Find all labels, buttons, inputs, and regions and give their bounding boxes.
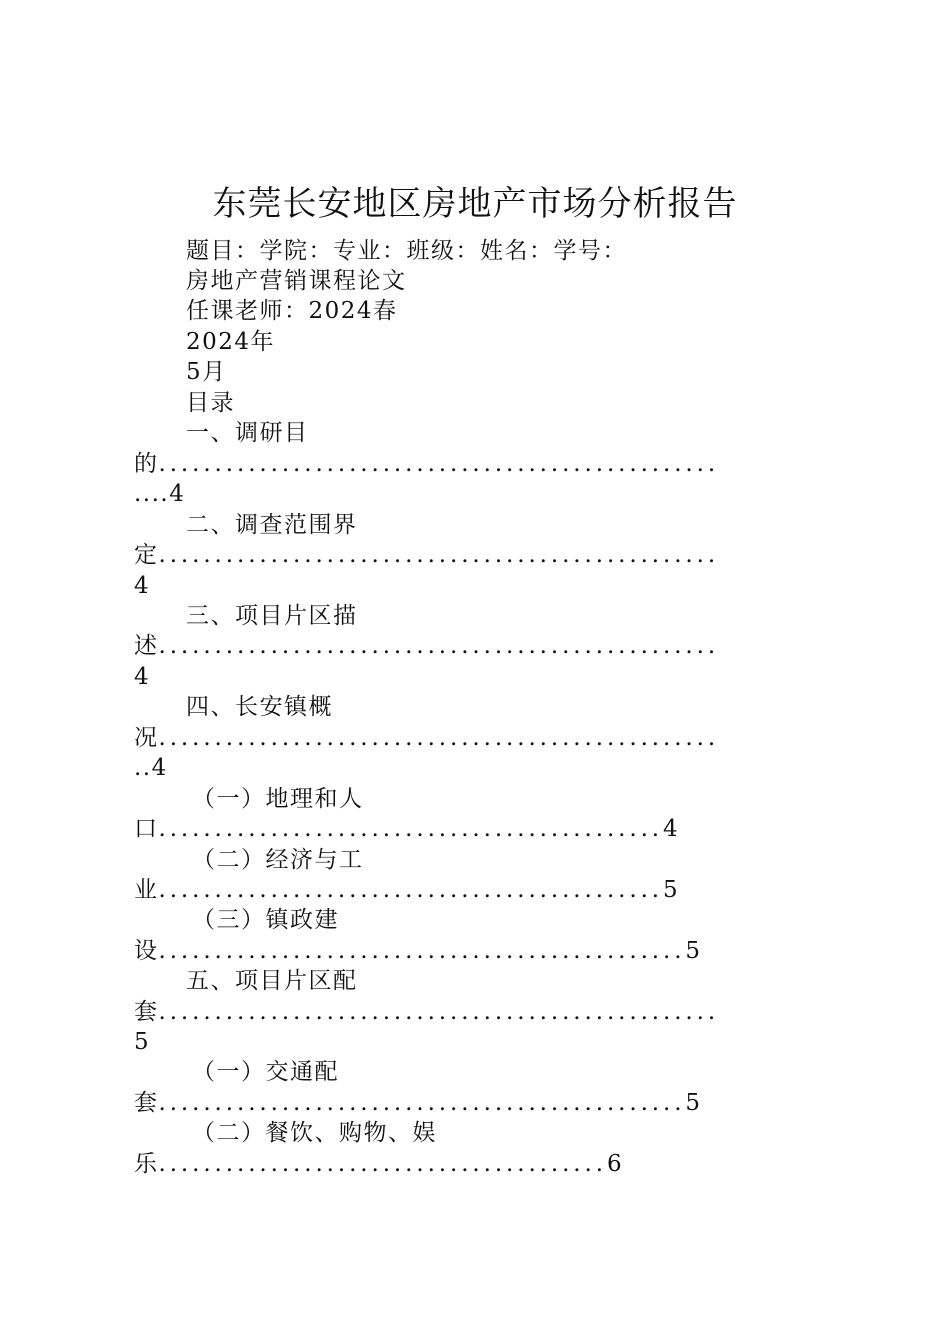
- toc-entry-cont: 乐: [134, 1151, 159, 1177]
- toc-entry-page: 4: [134, 573, 151, 599]
- toc-entry-heading: （一）交通配: [192, 1059, 339, 1085]
- toc-entry-cont: 口: [134, 816, 159, 842]
- toc-entry-leader: [134, 540, 719, 570]
- toc-entry-dots: ........................................: [158, 1151, 607, 1177]
- toc-entry-heading: 二、调查范围界: [186, 512, 358, 538]
- month-line: 5月: [186, 359, 227, 385]
- toc-entry-page: ....4: [134, 481, 186, 507]
- toc-entry-dots: ..................................................: [158, 725, 720, 751]
- toc-entry-heading: （二）餐饮、购物、娱: [192, 1120, 437, 1146]
- toc-entry-cont: 的: [134, 451, 159, 477]
- toc-entry-heading: 一、调研目: [186, 420, 309, 446]
- toc-entry-heading: 三、项目片区描: [186, 603, 358, 629]
- toc-entry-leader: [134, 1088, 702, 1118]
- toc-entry-dots: ..................................................: [158, 542, 720, 568]
- toc-entry-heading: （二）经济与工: [192, 847, 364, 873]
- toc-entry-dots: ..................................................: [158, 633, 720, 659]
- toc-entry-cont: 套: [134, 1090, 159, 1116]
- toc-entry-page: 5: [663, 877, 680, 903]
- toc-entry-dots: .............................................: [158, 816, 663, 842]
- toc-entry-page: 5: [685, 938, 702, 964]
- toc-entry-dots: ...............................................: [158, 938, 686, 964]
- meta-line: 题目：学院：专业：班级：姓名：学号：: [186, 238, 627, 264]
- toc-entry-heading: 四、长安镇概: [186, 694, 333, 720]
- toc-entry-heading: （三）镇政建: [192, 907, 339, 933]
- toc-entry-leader: [134, 449, 719, 479]
- toc-entry-cont: 述: [134, 633, 159, 659]
- toc-entry-page: 5: [134, 1029, 151, 1055]
- toc-heading: 目录: [186, 390, 235, 416]
- toc-entry-cont: 设: [134, 938, 159, 964]
- toc-entry-cont: 况: [134, 725, 159, 751]
- toc-entry-leader: [134, 723, 719, 753]
- toc-entry-leader: [134, 814, 679, 844]
- toc-entry-page: 6: [606, 1151, 624, 1177]
- toc-entry-dots: ..................................................: [158, 999, 720, 1025]
- toc-entry-page: ..4: [134, 755, 168, 781]
- course-line: 房地产营销课程论文: [186, 268, 407, 294]
- toc-entry-page: 4: [134, 664, 151, 690]
- toc-entry-dots: ...............................................: [158, 1090, 686, 1116]
- document-title: 东莞长安地区房地产市场分析报告: [212, 184, 738, 224]
- toc-entry-heading: 五、项目片区配: [186, 968, 358, 994]
- toc-entry-page: 4: [663, 816, 680, 842]
- toc-entry-cont: 业: [134, 877, 159, 903]
- toc-entry-cont: 定: [134, 542, 159, 568]
- toc-entry-dots: .............................................: [158, 877, 663, 903]
- teacher-line: 任课老师：2024春: [186, 298, 398, 324]
- toc-entry-leader: [134, 875, 679, 905]
- toc-entry-leader: [134, 1149, 623, 1179]
- toc-entry-dots: ..................................................: [158, 451, 720, 477]
- toc-entry-leader: [134, 631, 719, 661]
- toc-entry-page: 5: [685, 1090, 702, 1116]
- toc-entry-heading: （一）地理和人: [192, 786, 364, 812]
- year-line: 2024年: [186, 329, 276, 355]
- toc-entry-cont: 套: [134, 999, 159, 1025]
- toc-entry-leader: [134, 936, 702, 966]
- toc-entry-leader: [134, 997, 719, 1027]
